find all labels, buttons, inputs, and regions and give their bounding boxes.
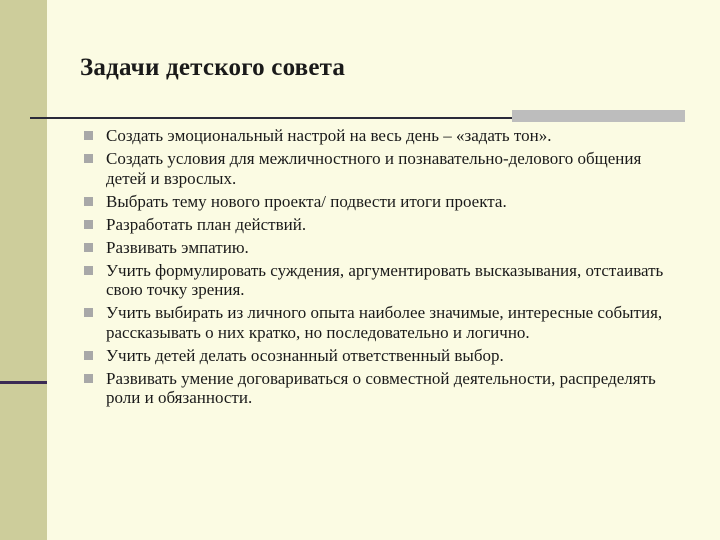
list-item-text: Выбрать тему нового проекта/ подвести итоги проекта. [106,191,507,211]
list-item-text: Разработать план действий. [106,214,307,234]
list-item-text: Создать эмоциональный настрой на весь день – «задать тон». [106,126,552,145]
list-item [84,346,684,366]
list-item [84,149,684,188]
square-bullet-icon [84,308,93,317]
left-band-accent-line [0,381,47,384]
list-item-text: Учить формулировать суждения, аргументировать высказывания, отстаивать свою точку зрения. [106,260,664,299]
square-bullet-icon [84,374,93,383]
list-item-text: Учить выбирать из личного опыта наиболее значимые, интересные события, рассказывать о них кратко, но последовательно и логично. [106,303,663,342]
list-item-text: Создать условия для межличностного и познавательно-делового общения детей и взрослых. [106,149,642,188]
list-item [84,215,684,235]
square-bullet-icon [84,351,93,360]
square-bullet-icon [84,266,93,275]
square-bullet-icon [84,243,93,252]
square-bullet-icon [84,154,93,163]
square-bullet-icon [84,197,93,206]
task-list [84,126,684,411]
list-item [84,261,684,300]
list-item [84,192,684,212]
list-item-text: Развивать эмпатию. [106,237,249,257]
slide-title: Задачи детского совета [80,54,346,81]
square-bullet-icon [84,131,93,140]
list-item [84,238,684,258]
title-accent-block [512,110,685,122]
list-item [84,369,684,408]
list-item-text: Развивать умение договариваться о совместной деятельности, распределять роли и обязанности. [106,368,656,407]
left-decorative-band [0,0,47,540]
list-item-text: Учить детей делать осознанный ответственный выбор. [106,345,504,365]
list-item [84,303,684,342]
list-item [84,126,684,146]
square-bullet-icon [84,220,93,229]
